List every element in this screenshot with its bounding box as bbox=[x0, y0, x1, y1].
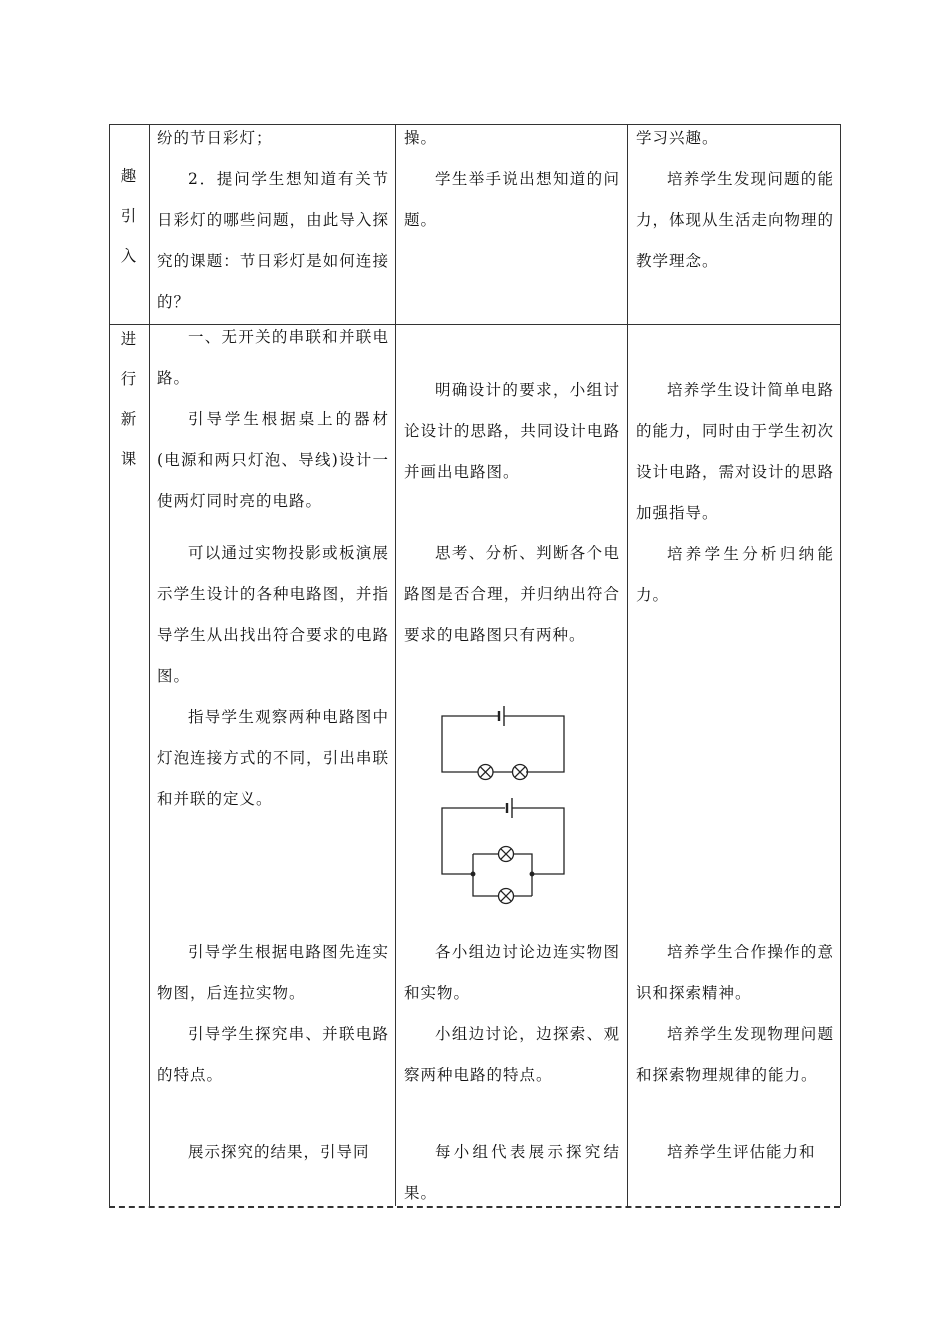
junction-dot bbox=[530, 872, 534, 876]
label-char: 课 bbox=[120, 450, 138, 468]
intent-text: 培养学生评估能力和 bbox=[667, 1143, 816, 1161]
parallel-wire bbox=[512, 808, 564, 874]
intent-text: 培养学生分析归纳能力。 bbox=[636, 545, 834, 604]
teacher-text: 可以通过实物投影或板演展示学生设计的各种电路图，并指导学生从出找出符合要求的电路图。 bbox=[157, 544, 389, 685]
teacher-activity-cell bbox=[157, 1132, 389, 1173]
design-intent-cell bbox=[636, 118, 834, 282]
teacher-text: 引导学生探究串、并联电路的特点。 bbox=[157, 1025, 389, 1084]
lamp-symbol bbox=[478, 765, 493, 780]
student-activity-cell bbox=[404, 932, 620, 1096]
student-activity-cell bbox=[404, 370, 620, 493]
label-char: 入 bbox=[120, 247, 138, 265]
lamp-symbol bbox=[513, 765, 528, 780]
student-text: 学生举手说出想知道的问题。 bbox=[404, 170, 620, 229]
student-activity-cell bbox=[404, 118, 620, 241]
table-left-border bbox=[109, 124, 110, 1206]
teacher-activity-cell bbox=[157, 533, 389, 820]
lamp-symbol bbox=[499, 889, 514, 904]
design-intent-cell bbox=[636, 370, 834, 616]
series-circuit-diagram bbox=[436, 704, 570, 782]
teacher-activity-cell bbox=[157, 932, 389, 1096]
lamp-symbol bbox=[499, 847, 514, 862]
student-activity-cell bbox=[404, 533, 620, 656]
student-text: 每小组代表展示探究结果。 bbox=[404, 1143, 620, 1202]
teacher-text: 纷的节日彩灯； bbox=[157, 129, 273, 147]
teacher-activity-cell bbox=[157, 118, 389, 323]
label-char: 趣 bbox=[120, 167, 138, 185]
student-text: 小组边讨论，边探索、观察两种电路的特点。 bbox=[404, 1025, 620, 1084]
student-text: 思考、分析、判断各个电路图是否合理，并归纳出符合要求的电路图只有两种。 bbox=[404, 544, 620, 644]
label-char: 新 bbox=[120, 410, 138, 428]
intent-text: 培养学生发现问题的能力，体现从生活走向物理的教学理念。 bbox=[636, 170, 835, 270]
student-text: 明确设计的要求，小组讨论设计的思路，共同设计电路并画出电路图。 bbox=[404, 381, 620, 481]
teacher-text: 指导学生观察两种电路图中灯泡连接方式的不同，引出串联和并联的定义。 bbox=[157, 708, 389, 808]
intent-text: 培养学生合作操作的意识和探索精神。 bbox=[636, 943, 834, 1002]
parallel-wire bbox=[514, 854, 532, 896]
teacher-text: 一、无开关的串联和并联电路。 bbox=[157, 328, 389, 387]
teacher-text: 展示探究的结果，引导同 bbox=[188, 1143, 370, 1161]
teacher-activity-cell bbox=[157, 317, 389, 522]
student-text: 操。 bbox=[404, 129, 438, 147]
column-divider-2 bbox=[395, 124, 396, 1206]
label-char: 行 bbox=[120, 370, 138, 388]
column-divider-3 bbox=[627, 124, 628, 1206]
table-right-border bbox=[840, 124, 841, 1206]
row-label-intro bbox=[109, 156, 149, 276]
design-intent-cell bbox=[636, 932, 834, 1096]
intent-text: 培养学生发现物理问题和探索物理规律的能力。 bbox=[636, 1025, 834, 1084]
junction-dot bbox=[471, 872, 475, 876]
student-text: 各小组边讨论边连实物图和实物。 bbox=[404, 943, 620, 1002]
intent-text: 培养学生设计简单电路的能力，同时由于学生初次设计电路，需对设计的思路加强指导。 bbox=[636, 381, 835, 522]
teacher-text: 引导学生根据桌上的器材(电源和两只灯泡、导线)设计一使两灯同时亮的电路。 bbox=[157, 410, 389, 510]
series-wire bbox=[442, 716, 498, 772]
label-char: 进 bbox=[120, 330, 138, 348]
intent-text: 学习兴趣。 bbox=[636, 129, 719, 147]
series-wire bbox=[504, 716, 564, 772]
row-label-new-lesson bbox=[109, 319, 149, 479]
parallel-wire bbox=[473, 854, 498, 896]
student-activity-cell bbox=[404, 1132, 620, 1214]
design-intent-cell bbox=[636, 1132, 834, 1173]
parallel-circuit-diagram bbox=[436, 796, 570, 912]
label-char: 引 bbox=[120, 207, 138, 225]
teacher-text: 引导学生根据电路图先连实物图，后连拉实物。 bbox=[157, 943, 389, 1002]
column-divider-1 bbox=[149, 124, 150, 1206]
teacher-text: 2．提问学生想知道有关节日彩灯的哪些问题，由此导入探究的课题：节日彩灯是如何连接的？ bbox=[157, 170, 389, 311]
